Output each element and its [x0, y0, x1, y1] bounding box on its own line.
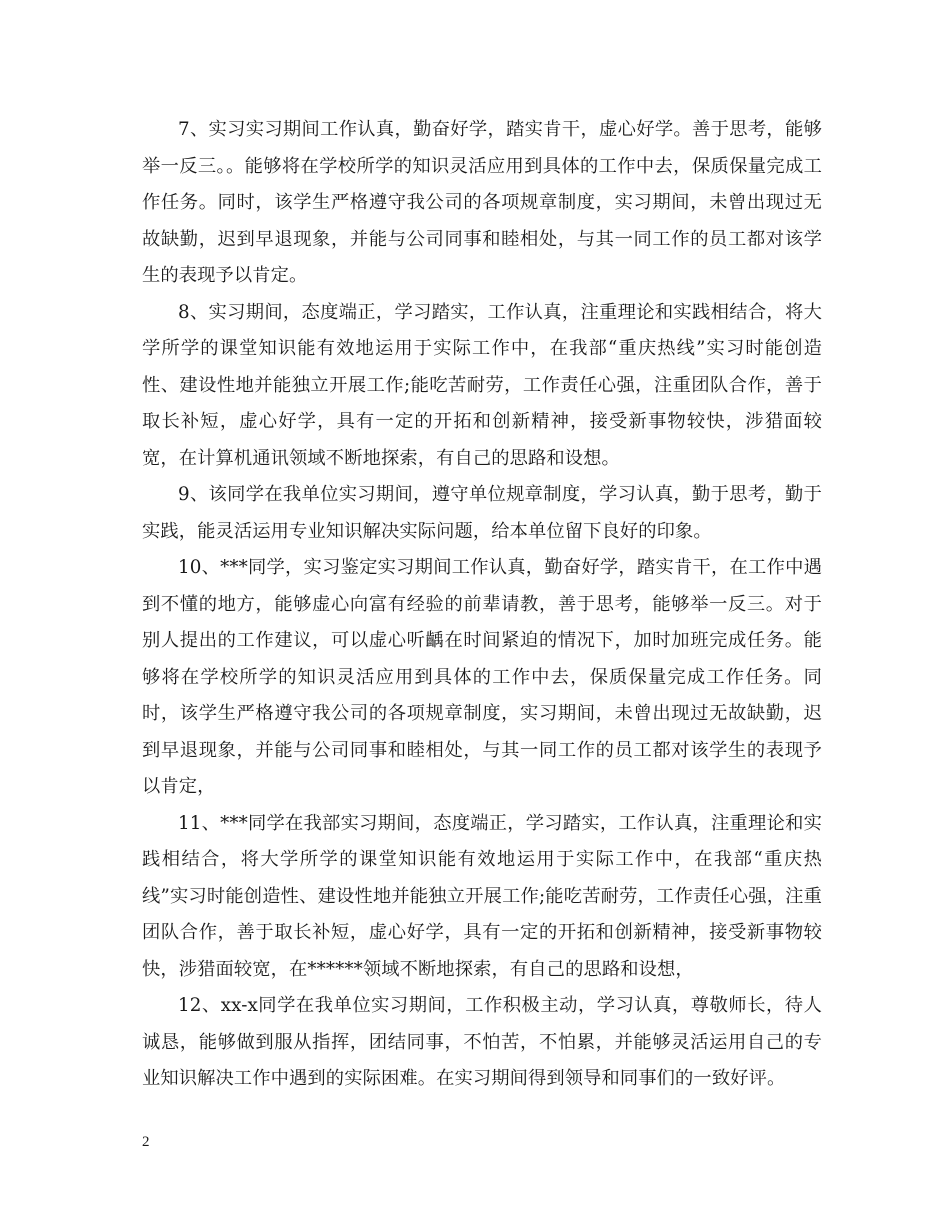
paragraph-8: 8、实习期间，态度端正，学习踏实，工作认真，注重理论和实践相结合，将大学所学的课堂知识能有效地运用于实际工作中，在我部“重庆热线”实习时能创造性、建设性地并能独立开展工作;能吃苦耐劳，工作责任心强，注重团队合作，善于取长补短，虚心好学，具有一定的开拓和创新精神，接受新事物较快，涉猎面较宽，在计算机通讯领域不断地探索，有自己的思路和设想。: [142, 301, 822, 469]
paragraph-9: 9、该同学在我单位实习期间，遵守单位规章制度，学习认真，勤于思考，勤于实践，能灵活运用专业知识解决实际问题，给本单位留下良好的印象。: [142, 484, 822, 542]
paragraph-7: 7、实习实习期间工作认真，勤奋好学，踏实肯干，虚心好学。善于思考，能够举一反三。。能够将在学校所学的知识灵活应用到具体的工作中去，保质保量完成工作任务。同时，该学生严格遵守我公司的各项规章制度，实习期间，未曾出现过无故缺勤，迟到早退现象，并能与公司同事和睦相处，与其一同工作的员工都对该学生的表现予以肯定。: [142, 119, 822, 286]
paragraph-10: 10、***同学，实习鉴定实习期间工作认真，勤奋好学，踏实肯干，在工作中遇到不懂的地方，能够虚心向富有经验的前辈请教，善于思考，能够举一反三。对于别人提出的工作建议，可以虚心听齲在时间紧迫的情况下，加时加班完成任务。能够将在学校所学的知识灵活应用到具体的工作中去，保质保量完成工作任务。同时，该学生严格遵守我公司的各项规章制度，实习期间，未曾出现过无故缺勤，迟到早退现象，并能与公司同事和睦相处，与其一同工作的员工都对该学生的表现予以肯定，: [142, 557, 822, 797]
paragraph-12: 12、xx-x同学在我单位实习期间，工作积极主动，学习认真，尊敬师长，待人诚恳，能够做到服从指挥，团结同事，不怕苦，不怕累，并能够灵活运用自己的专业知识解决工作中遇到的实际困难。在实习期间得到领导和同事们的一致好评。: [142, 995, 822, 1089]
page-number: 2: [142, 1134, 150, 1150]
document-body: [142, 112, 822, 1098]
paragraph-11: 11、***同学在我部实习期间，态度端正，学习踏实，工作认真，注重理论和实践相结合，将大学所学的课堂知识能有效地运用于实际工作中，在我部“重庆热线”实习时能创造性、建设性地并能独立开展工作;能吃苦耐劳，工作责任心强，注重团队合作，善于取长补短，虚心好学，具有一定的开拓和创新精神，接受新事物较快，涉猎面较宽，在******领域不断地探索，有自己的思路和设想，: [142, 812, 822, 980]
